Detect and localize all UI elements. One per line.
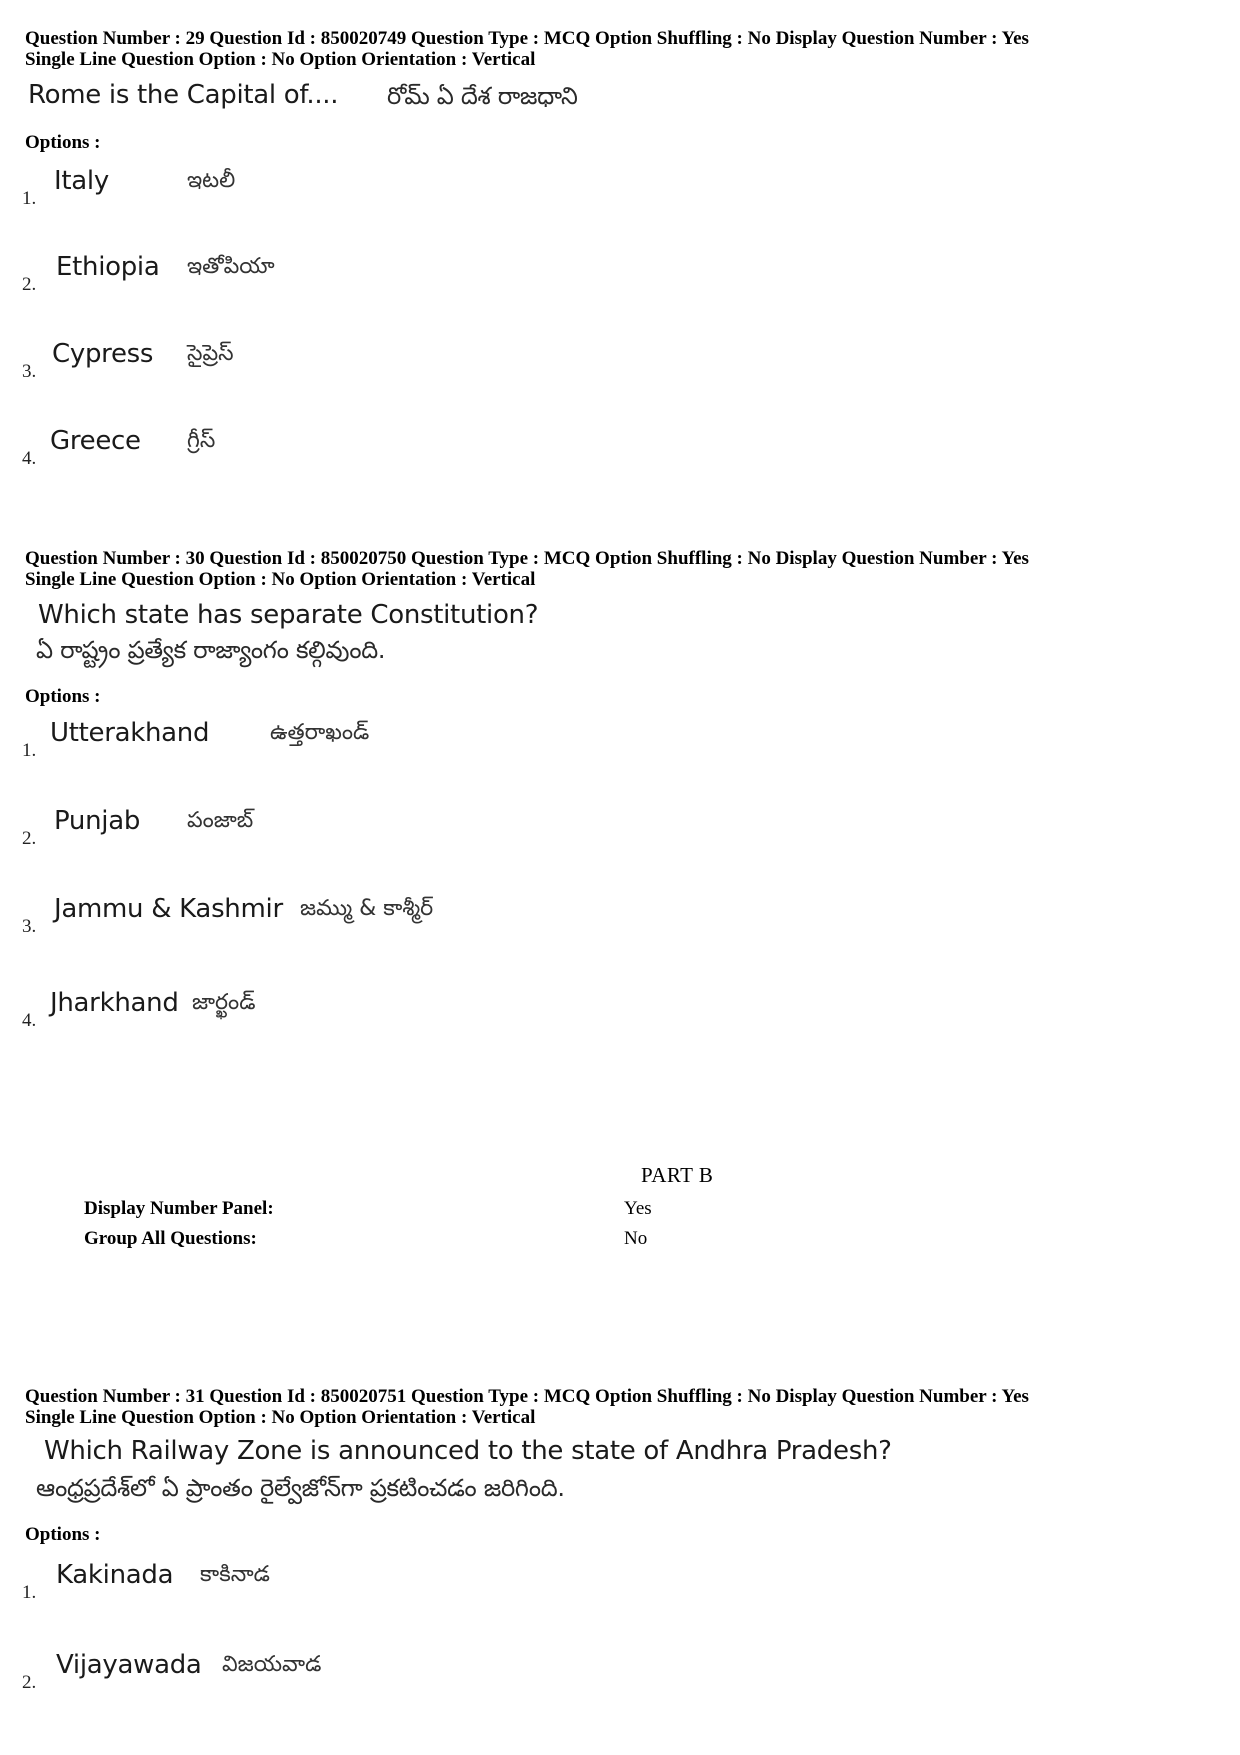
group-all-questions-value: No <box>624 1228 648 1249</box>
question-30-option-1 <box>22 718 722 768</box>
option-text-en: Jharkhand <box>50 988 179 1018</box>
question-31-text-te: ఆంధ్రప్రదేశ్‌లో ఏ ప్రాంతం రైల్వేజోన్‌గా ప్రకటించడం జరిగింది. <box>36 1474 565 1502</box>
option-number: 1. <box>22 740 37 761</box>
option-text-en: Utterakhand <box>50 718 210 748</box>
question-30-option-4 <box>22 988 722 1038</box>
option-number: 1. <box>22 188 37 209</box>
option-number: 3. <box>22 916 37 937</box>
group-all-questions-label: Group All Questions: <box>84 1228 257 1249</box>
option-text-te: ఇతోపియా <box>187 254 275 279</box>
option-text-en: Cypress <box>52 339 154 369</box>
question-31-option-1 <box>22 1560 722 1610</box>
question-30-options-label: Options : <box>25 686 101 707</box>
option-text-te: ఇటలీ <box>187 168 236 193</box>
option-text-te: జార్ఖండ్ <box>192 990 256 1015</box>
question-29-meta-line-1: Question Number : 29 Question Id : 850020749 Question Type : MCQ Option Shuffling : No Display Question Number : Yes <box>25 28 1029 49</box>
option-text-te: జమ్ము & కాశ్మీర్ <box>300 896 434 921</box>
option-number: 2. <box>22 1672 37 1693</box>
option-text-en: Ethiopia <box>56 252 160 282</box>
question-30-meta-line-2: Single Line Question Option : No Option Orientation : Vertical <box>25 569 536 590</box>
option-text-en: Punjab <box>54 806 141 836</box>
question-29-text-te: రోమ్ ఏ దేశ రాజధాని <box>387 82 578 110</box>
question-30-option-3 <box>22 894 722 944</box>
option-text-te: ఉత్తరాఖండ్ <box>270 720 370 745</box>
option-text-te: పంజాబ్ <box>187 808 254 833</box>
option-number: 4. <box>22 1010 37 1031</box>
option-text-te: కాకినాడ <box>200 1562 270 1587</box>
option-text-te: విజయవాడ <box>222 1652 322 1677</box>
question-31-option-2 <box>22 1650 722 1700</box>
question-29-option-3 <box>22 339 722 389</box>
question-29-option-1 <box>22 166 722 216</box>
question-30-text-en: Which state has separate Constitution? <box>38 600 539 630</box>
part-title: PART B <box>641 1163 714 1187</box>
option-text-en: Italy <box>54 166 109 196</box>
question-31-meta-line-1: Question Number : 31 Question Id : 850020751 Question Type : MCQ Option Shuffling : No Display Question Number : Yes <box>25 1386 1029 1407</box>
question-31-options-label: Options : <box>25 1524 101 1545</box>
display-number-panel-value: Yes <box>624 1198 652 1219</box>
option-text-en: Vijayawada <box>56 1650 202 1680</box>
option-number: 4. <box>22 448 37 469</box>
question-30-meta-line-1: Question Number : 30 Question Id : 850020750 Question Type : MCQ Option Shuffling : No Display Question Number : Yes <box>25 548 1029 569</box>
display-number-panel-label: Display Number Panel: <box>84 1198 274 1219</box>
option-text-en: Greece <box>50 426 141 456</box>
option-number: 1. <box>22 1582 37 1603</box>
option-number: 2. <box>22 828 37 849</box>
option-text-te: గ్రీస్ <box>187 428 216 453</box>
option-text-te: సైప్రెస్ <box>187 341 234 366</box>
question-31-meta-line-2: Single Line Question Option : No Option Orientation : Vertical <box>25 1407 536 1428</box>
option-text-en: Jammu & Kashmir <box>54 894 283 924</box>
question-29-text-en: Rome is the Capital of.... <box>28 80 339 110</box>
option-number: 3. <box>22 361 37 382</box>
question-29-meta-line-2: Single Line Question Option : No Option Orientation : Vertical <box>25 49 536 70</box>
question-30-text-te: ఏ రాష్ట్రం ప్రత్యేక రాజ్యాంగం కల్గివుంది. <box>36 636 386 664</box>
option-text-en: Kakinada <box>56 1560 174 1590</box>
question-29-options-label: Options : <box>25 132 101 153</box>
question-30-option-2 <box>22 806 722 856</box>
option-number: 2. <box>22 274 37 295</box>
question-29-option-2 <box>22 252 722 302</box>
question-31-text-en: Which Railway Zone is announced to the state of Andhra Pradesh? <box>44 1436 892 1466</box>
question-29-option-4 <box>22 426 722 476</box>
